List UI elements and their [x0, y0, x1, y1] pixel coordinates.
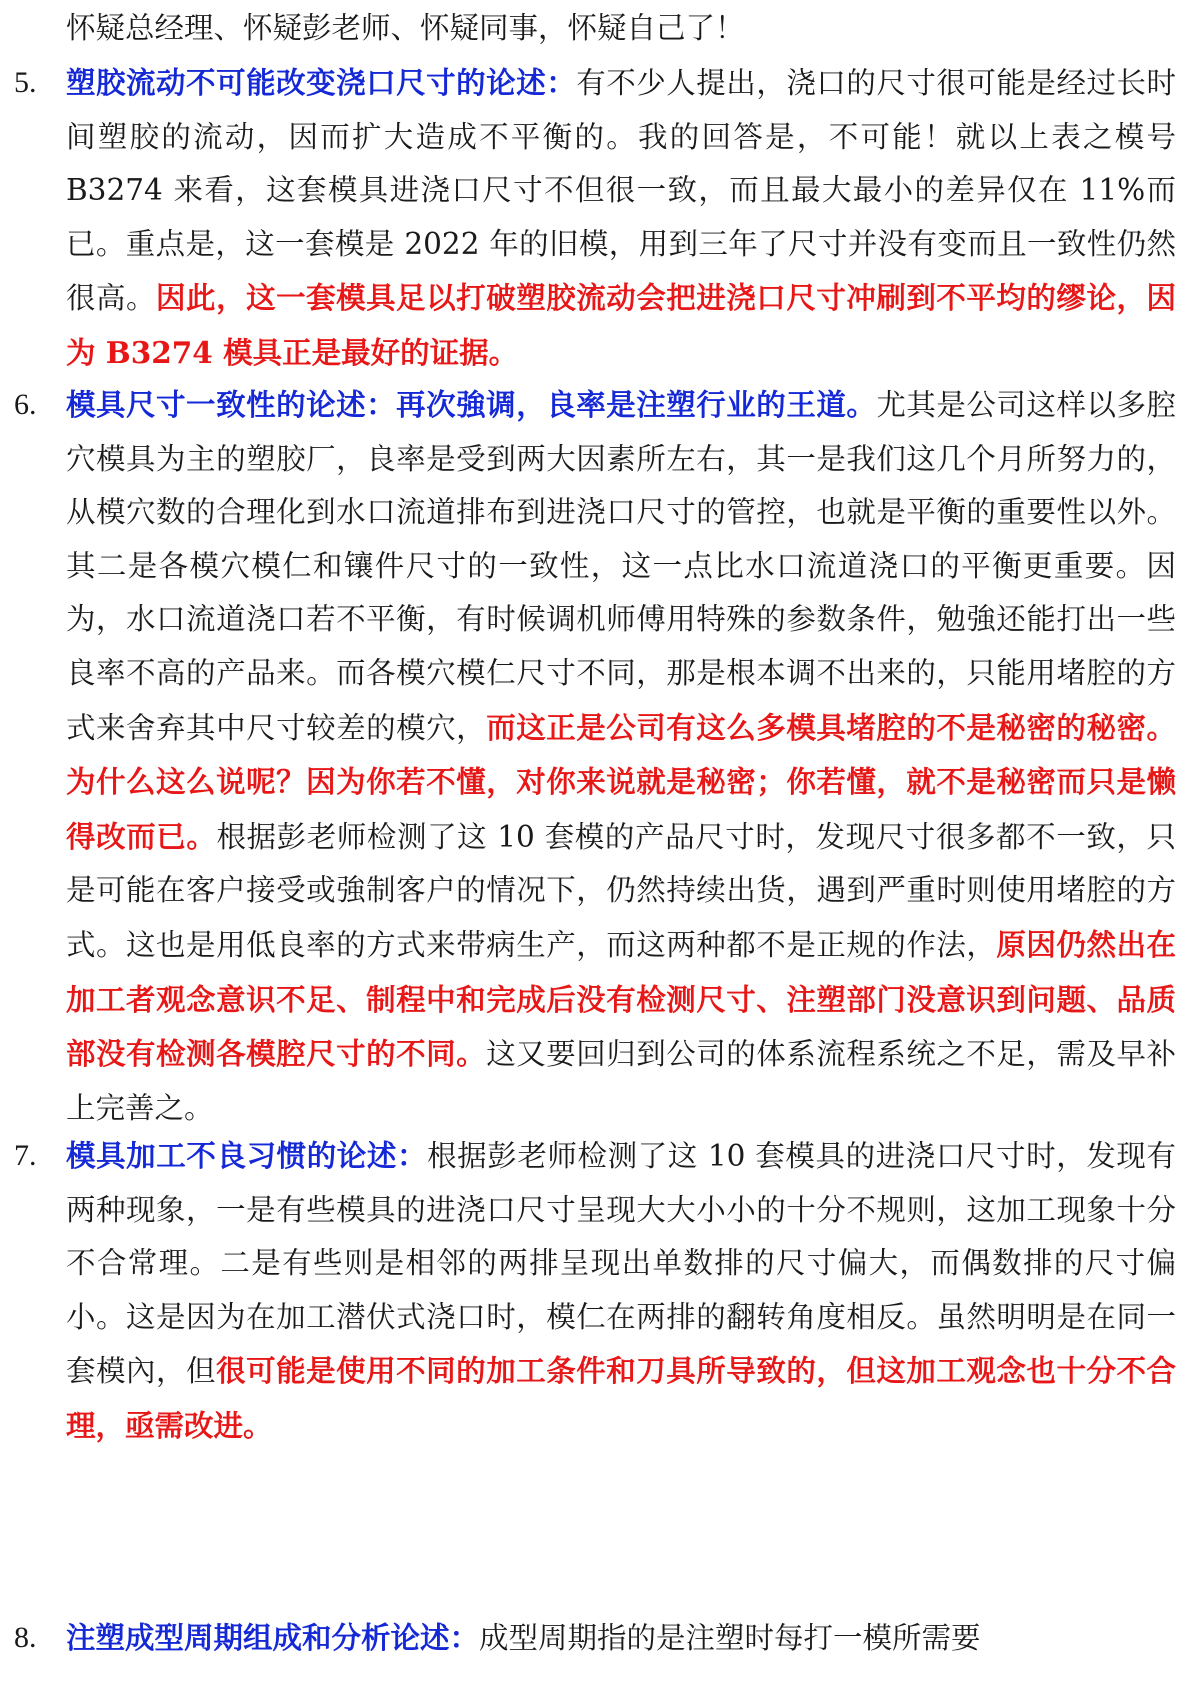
continuation-paragraph: 怀疑总经理、怀疑彭老师、怀疑同事，怀疑自己了！ — [66, 11, 745, 45]
item-heading: 塑胶流动不可能改变浇口尺寸的论述： — [66, 65, 577, 100]
item-body-text: 有不少人提出，浇口的尺寸很可能是经过长时间塑胶的流动，因而扩大造成不平衡的。我的回答是，不可能！就以上表之模号 B3274 来看，这套模具进浇口尺寸不但很一致，而且最大最小的差异仅在 11%而已。重点是，这一套模是 2022 年的旧模，用到三年了尺寸并没有变而且一致性仍然很高。 — [66, 66, 1176, 316]
list-item-5 — [14, 56, 1176, 381]
list-item-6 — [14, 378, 1176, 1135]
item-emphasis-text: 原因仍然出在加工者观念意识不足、制程中和完成后没有检测尺寸、注塑部门没意识到问题、品质部没有检测各模腔尺寸的不同。 — [66, 926, 1176, 1072]
item-emphasis-text: 很可能是使用不同的加工条件和刀具所导致的，但这加工观念也十分不合理，亟需改进。 — [66, 1353, 1176, 1443]
list-number: 6. — [14, 388, 37, 421]
list-item-7 — [14, 1129, 1176, 1454]
item-heading: 模具加工不良习惯的论述： — [66, 1138, 428, 1173]
item-body-text: 尤其是公司这样以多腔穴模具为主的塑胶厂，良率是受到两大因素所左右，其一是我们这几个月所努力的，从模穴数的合理化到水口流道排布到进浇口尺寸的管控，也就是平衡的重要性以外。其二是各模穴模仁和镶件尺寸的一致性，这一点比水口流道浇口的平衡更重要。因为，水口流道浇口若不平衡，有时候调机师傅用特殊的参数条件，勉強还能打出一些良率不高的产品来。而各模穴模仁尺寸不同，那是根本调不出来的，只能用堵腔的方式来舍弃其中尺寸较差的模穴， — [66, 388, 1176, 745]
item-heading: 模具尺寸一致性的论述：再次強调，良率是注塑行业的王道。 — [66, 387, 877, 422]
list-number: 5. — [14, 66, 37, 99]
item-body-text: 根据彭老师检测了这 10 套模具的进浇口尺寸时，发现有两种现象，一是有些模具的进浇口尺寸呈现大大小小的十分不规则，这加工现象十分不合常理。二是有些则是相邻的两排呈现出单数排的尺寸偏大，而偶数排的尺寸偏小。这是因为在加工潜伏式浇口时，模仁在两排的翻转角度相反。虽然明明是在同一套模內，但 — [66, 1139, 1176, 1389]
item-body-text: 成型周期指的是注塑时每打一模所需要 — [479, 1621, 981, 1655]
item-body-text: 根据彭老师检测了这 10 套模的产品尺寸时，发现尺寸很多都不一致，只是可能在客户接受或強制客户的情况下，仍然持续出货，遇到严重时则使用堵腔的方式。这也是用低良率的方式来带病生产，而这两种都不是正规的作法， — [66, 819, 1176, 962]
item-emphasis-text: 因此，这一套模具足以打破塑胶流动会把进浇口尺寸冲刷到不平均的缪论，因为 B3274 模具正是最好的证据。 — [66, 280, 1176, 370]
list-number: 7. — [14, 1139, 37, 1172]
item-body-text: 这又要回归到公司的体系流程系统之不足，需及早补上完善之。 — [66, 1037, 1176, 1125]
list-number: 8. — [14, 1621, 37, 1654]
item-emphasis-text: 而这正是公司有这么多模具堵腔的不是秘密的秘密。为什么这么说呢？因为你若不懂，对你来说就是秘密；你若懂，就不是秘密而只是懒得改而已。 — [66, 709, 1176, 854]
list-item-8 — [14, 1611, 1176, 1666]
item-heading: 注塑成型周期组成和分析论述： — [66, 1620, 480, 1655]
